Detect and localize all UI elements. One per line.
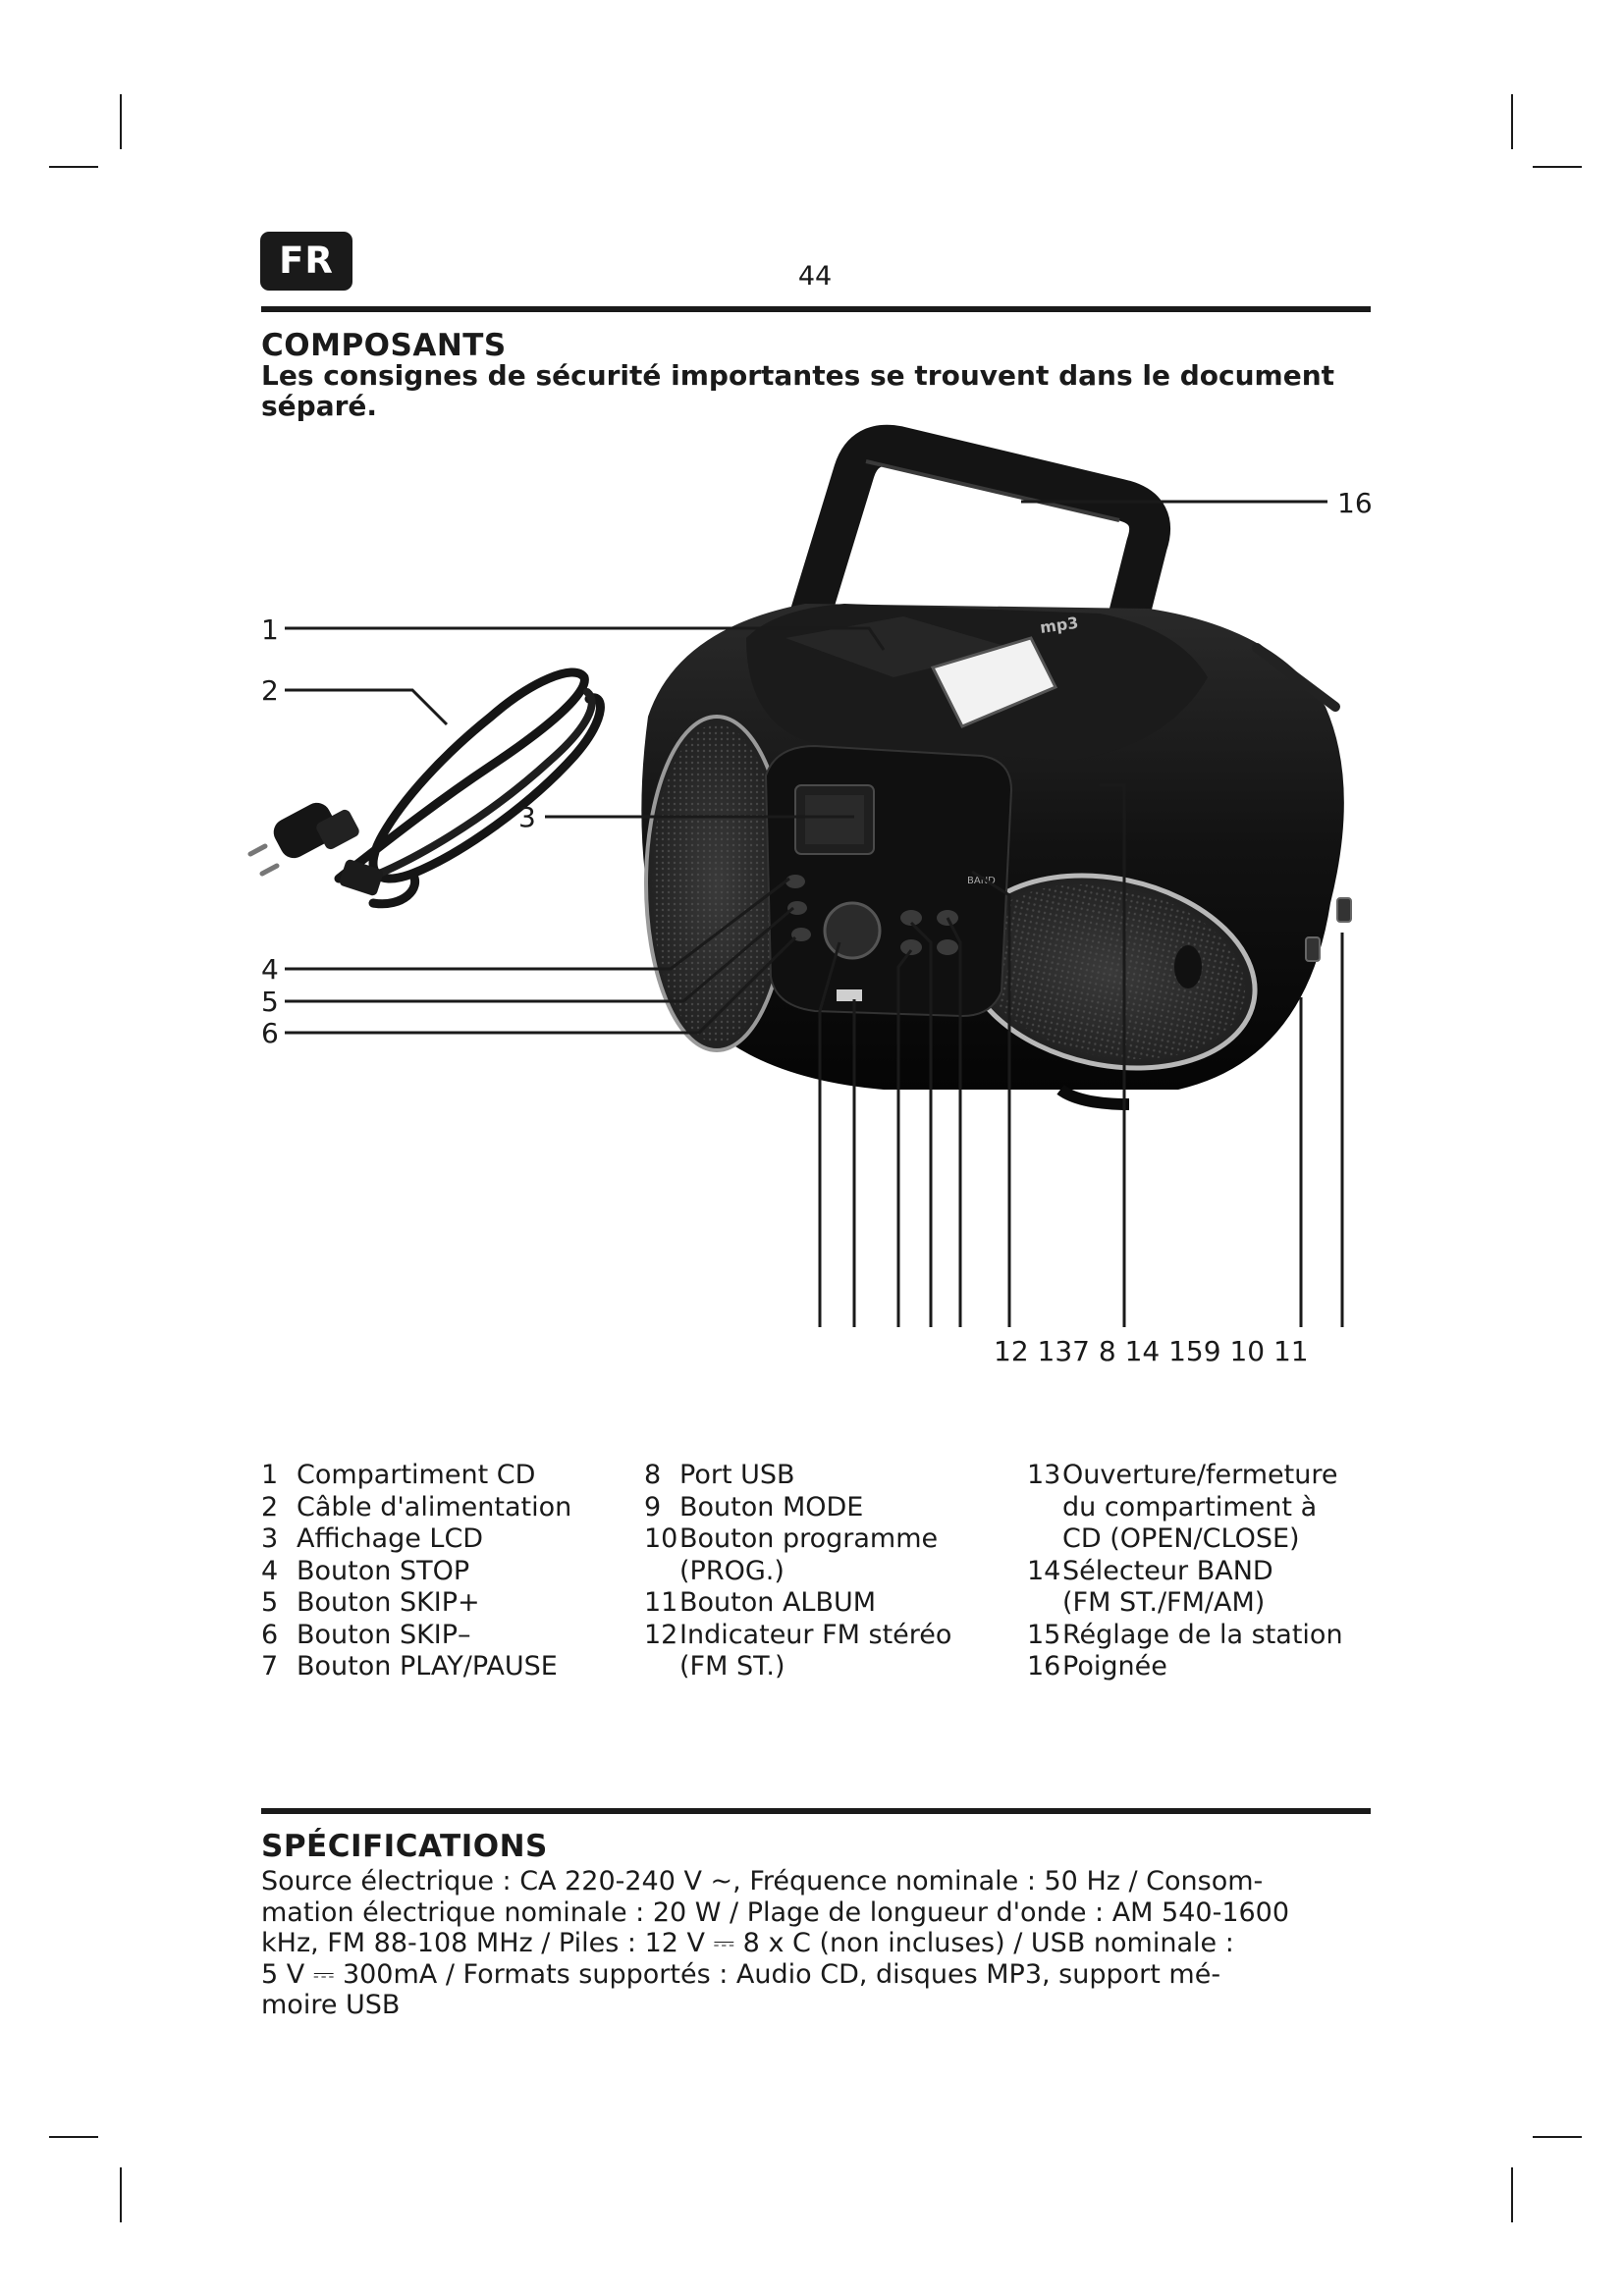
list-item: 4 Bouton STOP	[261, 1555, 470, 1586]
band-print: BAND	[967, 876, 996, 886]
crop-mark-bottom-left-horizontal	[49, 2136, 98, 2138]
spec-line: mation électrique nominale : 20 W / Plage de longueur d'onde : AM 540-1600	[261, 1896, 1290, 1928]
list-item: 1 Compartiment CD	[261, 1460, 536, 1490]
list-item-continuation: (FM ST.)	[679, 1651, 785, 1682]
list-item: 12 Indicateur FM stéréo	[644, 1619, 952, 1650]
crop-mark-bottom-left-vertical	[120, 2167, 122, 2222]
callout-label-bottom-row: 12 137 8 14 159 10 11	[994, 1335, 1309, 1367]
parts-column-1	[261, 1460, 624, 1683]
parts-column-2	[644, 1460, 1017, 1683]
spec-line: 5 V ⎓ 300mA / Formats supportés : Audio CD, disques MP3, support mé-	[261, 1958, 1221, 1990]
callout-label-4: 4	[261, 953, 279, 986]
callout-label-6: 6	[261, 1017, 279, 1049]
language-badge: FR	[260, 232, 352, 291]
list-item: 6 Bouton SKIP–	[261, 1619, 471, 1650]
specifications-title: SPÉCIFICATIONS	[261, 1829, 548, 1864]
list-item: 10 Bouton programme	[644, 1523, 939, 1554]
list-item-continuation: (PROG.)	[679, 1555, 785, 1586]
callout-label-5: 5	[261, 986, 279, 1018]
list-item: 13 Ouverture/fermeture	[1027, 1460, 1338, 1490]
list-item-continuation: (FM ST./FM/AM)	[1062, 1587, 1266, 1618]
crop-mark-bottom-right-vertical	[1511, 2167, 1513, 2222]
callout-label-2: 2	[261, 674, 279, 707]
boombox	[641, 446, 1351, 1104]
components-title: COMPOSANTS	[261, 328, 507, 363]
list-item: 15 Réglage de la station	[1027, 1619, 1343, 1650]
list-item-continuation: du compartiment à	[1062, 1491, 1318, 1522]
specifications-rule	[261, 1808, 1371, 1814]
device-logo: mp3	[1038, 613, 1080, 637]
callout-label-3: 3	[518, 801, 536, 833]
list-item: 16 Poignée	[1027, 1651, 1167, 1682]
spec-line: Source électrique : CA 220-240 V ~, Fréquence nominale : 50 Hz / Consom-	[261, 1866, 1264, 1896]
list-item: 9 Bouton MODE	[644, 1491, 864, 1522]
safety-note: Les consignes de sécurité importantes se trouvent dans le document séparé.	[261, 359, 1335, 422]
list-item-continuation: CD (OPEN/CLOSE)	[1062, 1523, 1300, 1554]
list-item: 7 Bouton PLAY/PAUSE	[261, 1651, 558, 1682]
spec-line: moire USB	[261, 1990, 401, 2020]
page-number: 44	[797, 261, 833, 292]
callout-label-16: 16	[1337, 487, 1373, 519]
list-item: 3 Affichage LCD	[261, 1523, 484, 1554]
parts-column-3	[1027, 1460, 1371, 1683]
spec-line: kHz, FM 88-108 MHz / Piles : 12 V ⎓ 8 x C (non incluses) / USB nominale :	[261, 1928, 1234, 1958]
callout-label-1: 1	[261, 614, 279, 646]
list-item: 8 Port USB	[644, 1460, 795, 1490]
list-item: 5 Bouton SKIP+	[261, 1587, 480, 1618]
specifications-text	[261, 1866, 1371, 2021]
crop-mark-bottom-right-horizontal	[1533, 2136, 1582, 2138]
list-item: 11 Bouton ALBUM	[644, 1587, 877, 1618]
list-item: 14 Sélecteur BAND	[1027, 1555, 1273, 1586]
power-plug	[250, 798, 361, 874]
list-item: 2 Câble d'alimentation	[261, 1491, 572, 1522]
